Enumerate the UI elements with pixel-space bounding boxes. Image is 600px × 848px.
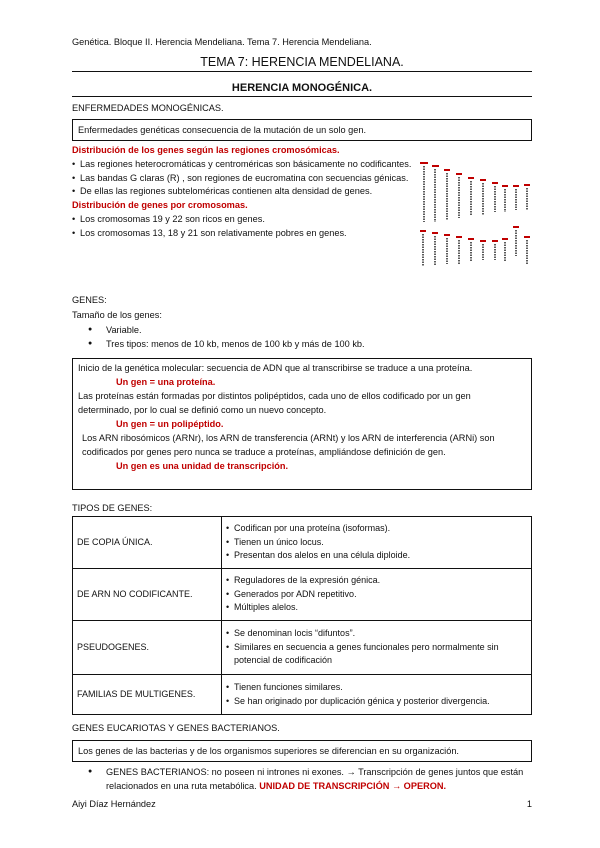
gene-size-label: Tamaño de los genes: <box>72 310 162 320</box>
list-item: • Similares en secuencia a genes funcionales pero normalmente sin potencial de codificación <box>226 641 527 668</box>
gene-concept-highlight2: Un gen = un polipéptido. <box>116 418 224 429</box>
monogenic-definition-box <box>72 119 532 141</box>
list-item: • Reguladores de la expresión génica. <box>226 574 527 588</box>
chromosomes-list <box>72 213 412 241</box>
list-item: • Se han originado por duplicación génica y posterior divergencia. <box>226 695 527 709</box>
list-item: ● Tres tipos: menos de 10 kb, menos de 100 kb y más de 100 kb. <box>72 338 532 352</box>
table-row <box>73 569 532 621</box>
page-number: 1 <box>526 799 532 809</box>
bacterial-highlight: UNIDAD DE TRANSCRIPCIÓN → OPERON. <box>259 780 447 791</box>
page-subtitle: HERENCIA MONOGÉNICA. <box>231 82 373 94</box>
list-item: • Codifican por una proteína (isoformas). <box>226 522 527 536</box>
table-row <box>73 621 532 675</box>
gene-type-features <box>222 675 532 715</box>
title-rule <box>72 71 532 72</box>
gene-concept-box <box>72 358 532 490</box>
regions-heading: Distribución de los genes según las regiones cromosómicas. <box>72 145 340 155</box>
list-item: • Las regiones heterocromáticas y centroméricas son básicamente no codificantes. <box>72 158 412 172</box>
list-item: • Se denominan locis “difuntos”. <box>226 627 527 641</box>
monogenic-definition: Enfermedades genéticas consecuencia de la mutación de un solo gen. <box>78 125 367 135</box>
section-genes-label: GENES: <box>72 295 107 305</box>
page-title: TEMA 7: HERENCIA MENDELIANA. <box>200 55 404 69</box>
list-item <box>72 766 532 794</box>
gene-concept-line2: Las proteínas están formadas por distintos polipéptidos, cada uno de ellos codificado por un gen determinado, por lo cual se definió como un nuevo concepto. <box>78 390 471 415</box>
subtitle-rule <box>72 96 532 97</box>
gene-type-name: FAMILIAS DE MULTIGENES. <box>73 675 222 715</box>
list-item: • De ellas las regiones subteloméricas contienen alta densidad de genes. <box>72 185 412 199</box>
regions-block <box>72 144 412 241</box>
bacterial-text: GENES BACTERIANOS: no poseen ni intrones ni exones. → Transcripción de genes juntos que están relacionados en una ruta metabólica. <box>106 767 524 791</box>
table-row <box>73 675 532 715</box>
running-header: Genética. Bloque II. Herencia Mendeliana. Tema 7. Herencia Mendeliana. <box>72 37 372 47</box>
section-eukaryotic-label: GENES EUCARIOTAS Y GENES BACTERIANOS. <box>72 723 280 733</box>
list-item: • Múltiples alelos. <box>226 601 527 615</box>
list-item: • Las bandas G claras (R) , son regiones de eucromatina con secuencias génicas. <box>72 172 412 186</box>
list-item: ● Variable. <box>72 324 532 338</box>
list-item: • Tienen un único locus. <box>226 536 527 550</box>
gene-type-name: DE ARN NO CODIFICANTE. <box>73 569 222 621</box>
gene-concept-line3: Los ARN ribosómicos (ARNr), los ARN de transferencia (ARNt) y los ARN de interferencia (ARNi) son codificados por genes pero nunca se traduce a proteínas, ampliándose definición de gen. <box>82 432 495 457</box>
list-item: • Los cromosomas 19 y 22 son ricos en genes. <box>72 213 412 227</box>
gene-type-name: DE COPIA ÚNICA. <box>73 517 222 569</box>
bacterial-list <box>72 766 532 794</box>
footer-author: Aiyi Díaz Hernández <box>72 799 156 809</box>
section-monogenic-label: ENFERMEDADES MONOGÉNICAS. <box>72 103 224 113</box>
regions-list <box>72 158 412 199</box>
eukaryotic-box <box>72 740 532 762</box>
gene-concept-highlight3: Un gen es una unidad de transcripción. <box>116 460 289 471</box>
gene-type-features <box>222 569 532 621</box>
gene-concept-line1: Inicio de la genética molecular: secuencia de ADN que al transcribirse se traduce a una proteína. <box>78 363 473 373</box>
chromosomes-heading: Distribución de genes por cromosomas. <box>72 200 248 211</box>
gene-size-list <box>72 324 532 352</box>
section-gene-types-label: TIPOS DE GENES: <box>72 503 153 513</box>
list-item: • Presentan dos alelos en una célula diploide. <box>226 549 527 563</box>
gene-types-table <box>72 516 532 715</box>
gene-type-features <box>222 621 532 675</box>
gene-concept-highlight1: Un gen = una proteína. <box>116 376 216 387</box>
list-item: • Tienen funciones similares. <box>226 681 527 695</box>
table-row <box>73 517 532 569</box>
gene-type-features <box>222 517 532 569</box>
chromosome-ideogram-image <box>418 160 534 270</box>
gene-type-name: PSEUDOGENES. <box>73 621 222 675</box>
list-item: • Generados por ADN repetitivo. <box>226 588 527 602</box>
eukaryotic-box-text: Los genes de las bacterias y de los organismos superiores se diferencian en su organización. <box>78 746 459 756</box>
list-item: • Los cromosomas 13, 18 y 21 son relativamente pobres en genes. <box>72 227 412 241</box>
